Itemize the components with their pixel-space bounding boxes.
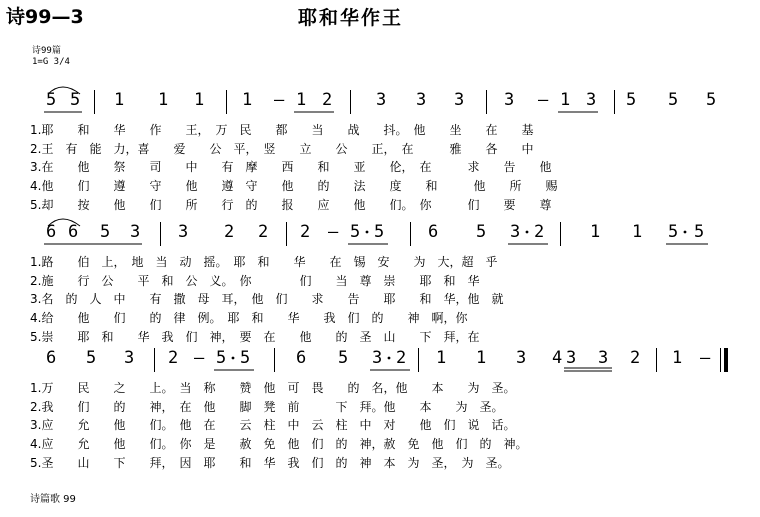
note: 5: [338, 348, 349, 368]
note: 3: [376, 90, 387, 110]
note: 2: [300, 222, 311, 242]
lyric-line: 1.路 伯 上， 地 当 动 摇。 耶 和 华 在 锡 安 为 大，超 乎: [30, 255, 498, 269]
note: 3: [454, 90, 465, 110]
lyric-line: 5.崇 耶 和 华 我 们 神， 要 在 他 的 圣 山 下 拜，在: [30, 330, 480, 344]
note: 5: [706, 90, 717, 110]
notes-row-3: [30, 346, 730, 374]
lyric-line: 2.施 行 公 平 和 公 义。 你 们 当 尊 崇 耶 和 华: [30, 274, 480, 288]
note: 5: [374, 222, 385, 242]
note: 2: [322, 90, 333, 110]
lyric-line: 1.万 民 之 上。 当 称 赞 他 可 畏 的 名，他 本 为 圣。: [30, 381, 516, 395]
note: –: [700, 348, 711, 368]
note: 1: [476, 348, 487, 368]
lyric-line: 2.我 们 的 神， 在 他 脚 凳 前 下 拜。他 本 为 圣。: [30, 400, 504, 414]
notes-row-2: [30, 220, 730, 248]
page-title: 耶和华作王: [298, 7, 404, 29]
note: 3: [510, 222, 521, 242]
lyric-line: 4.应 允 他 们。 你 是 赦 免 他 们 的 神，赦 免 他 们 的 神。: [30, 437, 528, 451]
note: –: [328, 222, 339, 242]
lyric-line: 4.给 他 们 的 律 例。 耶 和 华 我 们 的 神 啊，你: [30, 311, 468, 325]
note: 3: [504, 90, 515, 110]
lyric-line: 5.圣 山 下 拜， 因 耶 和 华 我 们 的 神 本 为 圣， 为 圣。: [30, 456, 510, 470]
note: 1: [632, 222, 643, 242]
note: –: [194, 348, 205, 368]
note: 3: [566, 348, 577, 368]
note: 5: [350, 222, 361, 242]
note: 5: [100, 222, 111, 242]
lyric-line: 4.他 们 遵 守 他 遵 守 他 的 法 度 和 他 所 赐: [30, 179, 558, 193]
note: 3: [516, 348, 527, 368]
note: 1: [590, 222, 601, 242]
note: 1: [296, 90, 307, 110]
lyric-line: 1.耶 和 华 作 王， 万 民 都 当 战 抖。 他 坐 在 基: [30, 123, 534, 137]
note: 3: [598, 348, 609, 368]
note: 3: [130, 222, 141, 242]
note: 5: [694, 222, 705, 242]
lyric-line: 2.王 有 能 力，喜 爱 公 平， 竖 立 公 正， 在 雅 各 中: [30, 142, 534, 156]
notes-row-1: [30, 88, 730, 116]
note: 1: [436, 348, 447, 368]
note: 5: [476, 222, 487, 242]
note: 3: [124, 348, 135, 368]
source-label: 诗99篇: [32, 46, 61, 56]
note: 5: [668, 90, 679, 110]
note: 6: [46, 348, 57, 368]
lyric-line: 3.应 允 他 们。 他 在 云 柱 中 云 柱 中 对 他 们 说 话。: [30, 418, 516, 432]
note: 2: [224, 222, 235, 242]
note: 2: [534, 222, 545, 242]
note: 1: [242, 90, 253, 110]
note: 1: [672, 348, 683, 368]
note: 6: [46, 222, 57, 242]
note: 1: [114, 90, 125, 110]
note: 1: [560, 90, 571, 110]
note: 5: [626, 90, 637, 110]
note: 5: [86, 348, 97, 368]
note: 5: [46, 90, 57, 110]
note: 2: [630, 348, 641, 368]
note: 2: [396, 348, 407, 368]
key-time-signature: 1=G 3/4: [32, 57, 70, 67]
note: 2: [258, 222, 269, 242]
note: 3: [178, 222, 189, 242]
note: 5: [240, 348, 251, 368]
hymn-number: 诗99—3: [6, 6, 84, 28]
note: 3: [416, 90, 427, 110]
lyric-line: 5.却 按 他 们 所 行 的 报 应 他 们。 你 们 要 尊: [30, 198, 552, 212]
note: 5: [216, 348, 227, 368]
note: 3: [372, 348, 383, 368]
note: –: [538, 90, 549, 110]
note: –: [274, 90, 285, 110]
note: 5: [70, 90, 81, 110]
note: 2: [168, 348, 179, 368]
note: 6: [296, 348, 307, 368]
note: 1: [194, 90, 205, 110]
note: 4: [552, 348, 563, 368]
note: 1: [158, 90, 169, 110]
lyric-line: 3.在 他 祭 司 中 有 摩 西 和 亚 伦， 在 求 告 他: [30, 160, 552, 174]
note: 3: [586, 90, 597, 110]
footer-source: 诗篇歌 99: [30, 494, 76, 505]
note: 6: [428, 222, 439, 242]
lyric-line: 3.名 的 人 中 有 撒 母 耳， 他 们 求 告 耶 和 华，他 就: [30, 292, 504, 306]
note: 6: [68, 222, 79, 242]
note: 5: [668, 222, 679, 242]
